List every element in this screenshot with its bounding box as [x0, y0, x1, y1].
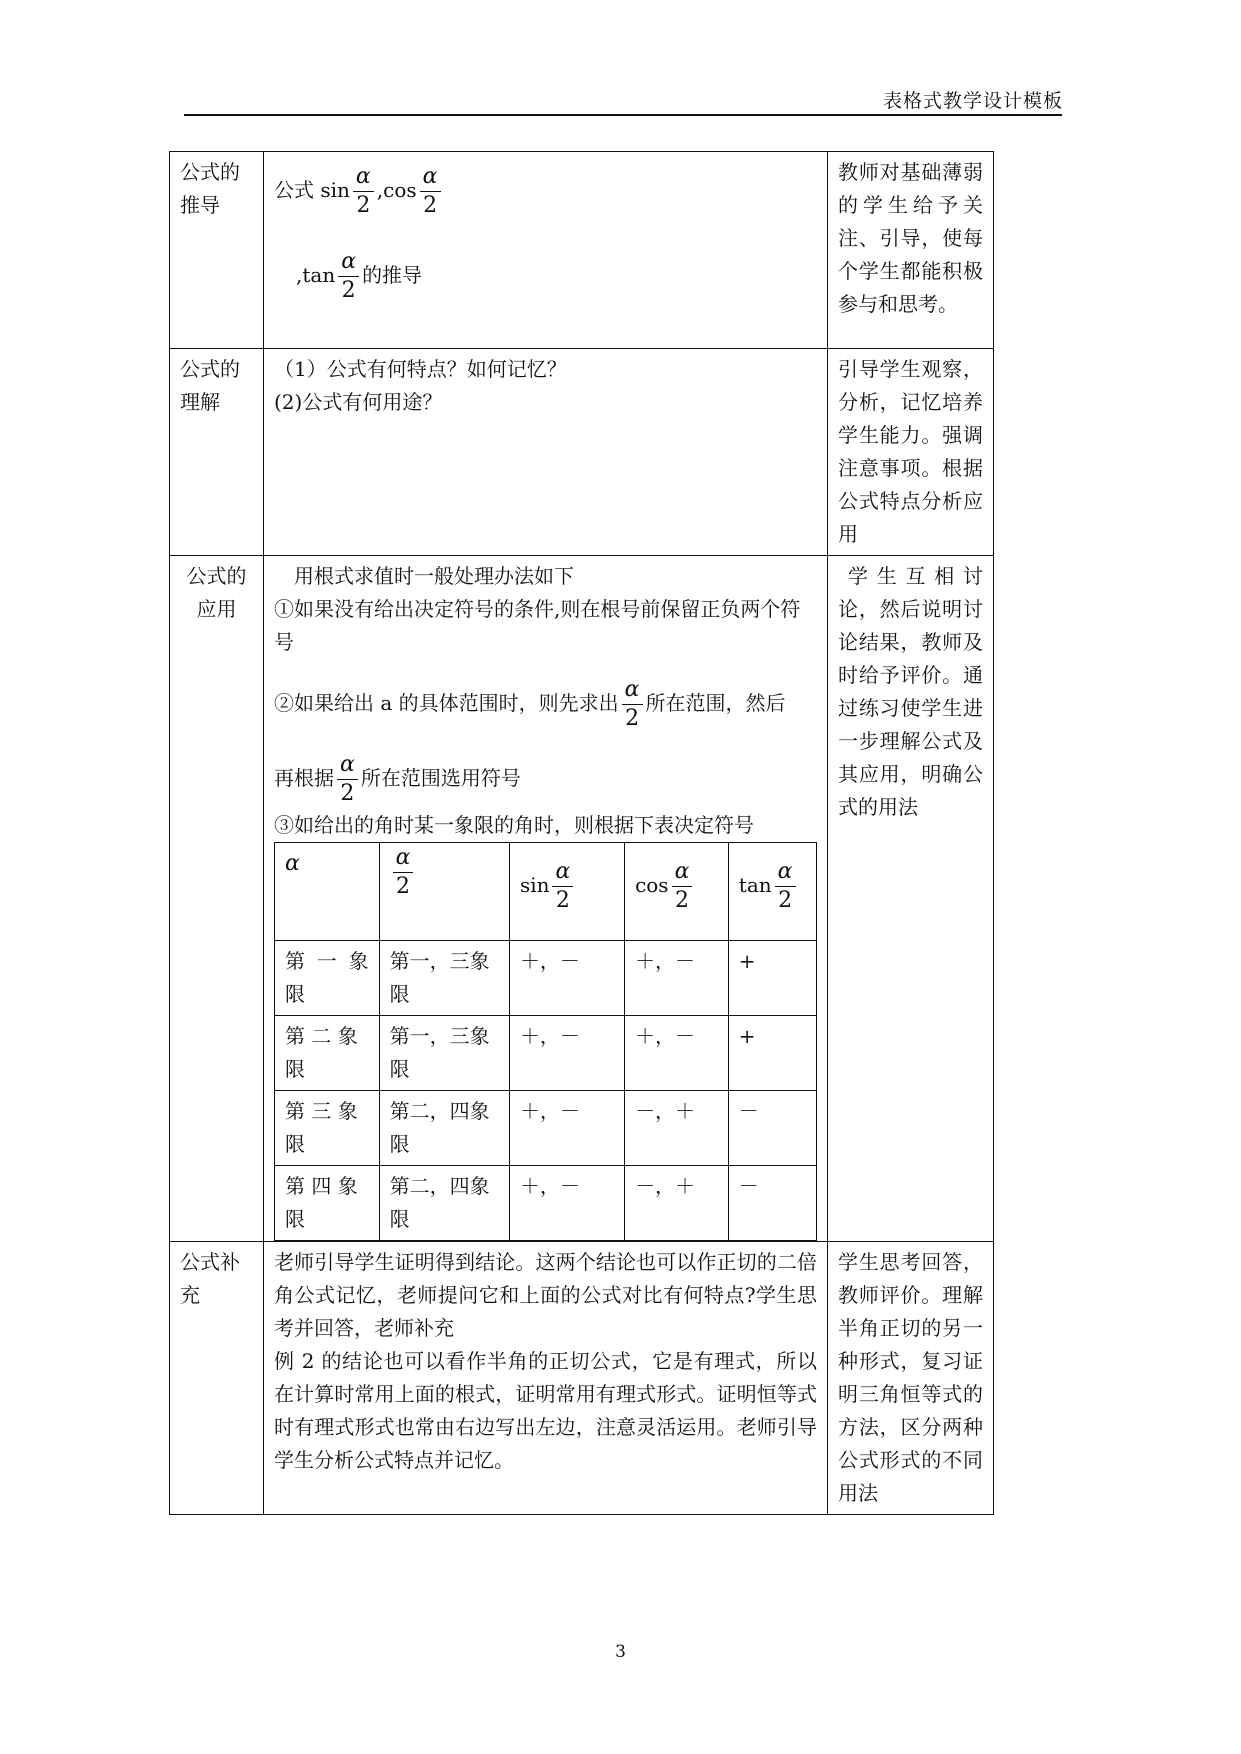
row-label: 公式的应用 — [170, 556, 264, 1242]
alpha-over-two: $\frac{\alpha}{2}$ — [393, 847, 414, 898]
application-item-2: ②如果给出 a 的具体范围时，则先求出 $\frac{\alpha}{2}$ 所在范围，然后 — [274, 677, 786, 731]
header-title: 表格式教学设计模板 — [882, 90, 1063, 112]
row-note: 教师对基础薄弱的学生给予关注、引导，使每个学生都能积极参与和思考。 — [828, 152, 994, 349]
cos-sign-cell: －，＋ — [625, 1091, 729, 1166]
half-quadrant-cell: 第一，三象限 — [379, 1016, 509, 1091]
header-alpha: α — [275, 843, 380, 941]
row-label: 公式补充 — [170, 1242, 264, 1515]
quadrant-cell: 第 四 象限 — [275, 1166, 380, 1241]
row-note: 学生思考回答，教师评价。理解半角正切的另一种形式，复习证明三角恒等式的方法，区分两种公式形式的不同用法 — [828, 1242, 994, 1515]
table-row-derivation — [170, 152, 994, 349]
alpha-over-two: $\frac{\alpha}{2}$ — [353, 166, 374, 217]
header-cos: cos $\frac{\alpha}{2}$ — [625, 843, 729, 941]
table-row-supplement — [170, 1242, 994, 1515]
half-quadrant-cell: 第二，四象限 — [379, 1166, 509, 1241]
row-label: 公式的理解 — [170, 349, 264, 556]
cos-sign-cell: ＋，－ — [625, 1016, 729, 1091]
sign-table-row — [275, 1016, 817, 1091]
alpha-over-two: $\frac{\alpha}{2}$ — [338, 251, 359, 302]
row-label: 公式的推导 — [170, 152, 264, 349]
supplement-para-2: 例 2 的结论也可以看作半角的正切公式，它是有理式，所以在计算时常用上面的根式，证明常用有理式形式。证明恒等式时有理式形式也常由右边写出左边，注意灵活运用。老师引导学生分析公式特点并记忆。 — [274, 1349, 817, 1472]
quadrant-cell: 第 一 象限 — [275, 941, 380, 1016]
tan-sign-cell: + — [728, 941, 816, 1016]
tan-sign-cell: － — [728, 1091, 816, 1166]
supplement-content — [264, 1242, 828, 1515]
half-quadrant-cell: 第二，四象限 — [379, 1091, 509, 1166]
half-quadrant-cell: 第一，三象限 — [379, 941, 509, 1016]
row-note: 引导学生观察，分析，记忆培养学生能力。强调注意事项。根据公式特点分析应用 — [828, 349, 994, 556]
table-row-application — [170, 556, 994, 1242]
quadrant-cell: 第 二 象限 — [275, 1016, 380, 1091]
row-note: 学生互相讨论，然后说明讨论结果，教师及时给予评价。通过练习使学生进一步理解公式及其应用，明确公式的用法 — [828, 556, 994, 1242]
understanding-content — [264, 349, 828, 556]
alpha-over-two: $\frac{\alpha}{2}$ — [622, 679, 643, 730]
application-intro: 用根式求值时一般处理办法如下 — [294, 564, 574, 588]
header-sin: sin $\frac{\alpha}{2}$ — [509, 843, 624, 941]
application-item-2b: 再根据 $\frac{\alpha}{2}$ 所在范围选用符号 — [274, 752, 521, 806]
cos-sign-cell: ＋，－ — [625, 941, 729, 1016]
sign-table-row — [275, 1166, 817, 1241]
formula-line-2: ,tan $\frac{\alpha}{2}$ 的推导 — [296, 249, 423, 303]
alpha-over-two: $\frac{\alpha}{2}$ — [552, 861, 573, 912]
page-number: 3 — [615, 1642, 626, 1662]
sin-sign-cell: ＋，－ — [509, 1016, 624, 1091]
sin-sign-cell: ＋，－ — [509, 1166, 624, 1241]
sin-sign-cell: ＋，－ — [509, 941, 624, 1016]
cos-sign-cell: －，＋ — [625, 1166, 729, 1241]
sin-sign-cell: ＋，－ — [509, 1091, 624, 1166]
alpha-over-two: $\frac{\alpha}{2}$ — [337, 754, 358, 805]
header-tan: tan $\frac{\alpha}{2}$ — [728, 843, 816, 941]
alpha-over-two: $\frac{\alpha}{2}$ — [775, 861, 796, 912]
table-row-understanding — [170, 349, 994, 556]
sign-table-row — [275, 941, 817, 1016]
sign-table-header — [275, 843, 817, 941]
supplement-para-1: 老师引导学生证明得到结论。这两个结论也可以作正切的二倍角公式记忆，老师提问它和上面的公式对比有何特点?学生思考并回答，老师补充 — [274, 1250, 817, 1340]
sign-table — [274, 842, 817, 1241]
application-item-3: ③如给出的角时某一象限的角时，则根据下表决定符号 — [274, 813, 754, 837]
tan-sign-cell: + — [728, 1016, 816, 1091]
application-content — [264, 556, 828, 1242]
alpha-over-two: $\frac{\alpha}{2}$ — [672, 861, 693, 912]
tan-sign-cell: － — [728, 1166, 816, 1241]
header-half-angle — [379, 843, 509, 941]
alpha-over-two: $\frac{\alpha}{2}$ — [420, 166, 441, 217]
formula-line-1: 公式 sin $\frac{\alpha}{2}$ ,cos $\frac{\alpha}{2}$ — [274, 166, 817, 217]
derivation-content — [264, 152, 828, 349]
sign-table-row — [275, 1091, 817, 1166]
question-1: （1）公式有何特点？如何记忆？ — [274, 357, 567, 381]
question-2: (2)公式有何用途？ — [274, 390, 443, 414]
header-rule — [184, 114, 1062, 116]
application-item-1: ①如果没有给出决定符号的条件,则在根号前保留正负两个符号 — [274, 597, 801, 654]
quadrant-cell: 第 三 象限 — [275, 1091, 380, 1166]
lesson-table — [169, 151, 994, 1515]
